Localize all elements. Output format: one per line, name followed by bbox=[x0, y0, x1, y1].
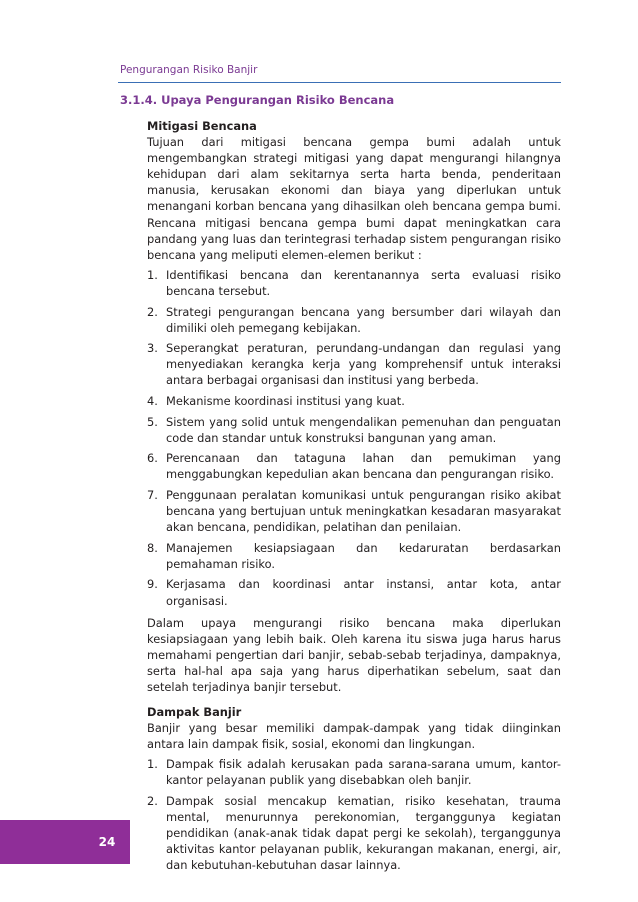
list-number: 2. bbox=[147, 794, 158, 809]
list-number: 5. bbox=[147, 414, 158, 429]
list-item-text: Dampak fisik adalah kerusakan pada sarana-sarana umum, kantor-kantor pelayanan publik yang disebabkan oleh banjir. bbox=[166, 757, 561, 788]
list-item-text: Kerjasama dan koordinasi antar instansi, antar kota, antar organisasi. bbox=[166, 577, 561, 608]
list-item-text: Mekanisme koordinasi institusi yang kuat. bbox=[166, 394, 405, 408]
list-item bbox=[147, 304, 561, 336]
list-item bbox=[147, 414, 561, 446]
list-item-text: Penggunaan peralatan komunikasi untuk pengurangan risiko akibat bencana yang bertujuan untuk meningkatkan kesadaran masyarakat akan bencana, pendidikan, pelatihan dan penilaian. bbox=[166, 487, 561, 535]
running-head: Pengurangan Risiko Banjir bbox=[120, 64, 258, 76]
list-item-text: Identifikasi bencana dan kerentanannya serta evaluasi risiko bencana tersebut. bbox=[166, 267, 561, 298]
list-number: 3. bbox=[147, 341, 158, 356]
list-number: 1. bbox=[147, 267, 158, 282]
mitigasi-title: Mitigasi Bencana bbox=[147, 119, 257, 133]
list-item-text: Seperangkat peraturan, perundang-undangan dan regulasi yang menyediakan kerangka kerja yang komprehensif untuk interaksi antara berbagai organisasi dan institusi yang berbeda. bbox=[166, 341, 561, 388]
list-number: 4. bbox=[147, 394, 158, 408]
list-item bbox=[147, 450, 561, 482]
list-item bbox=[147, 340, 561, 388]
list-item bbox=[147, 393, 561, 409]
list-number: 2. bbox=[147, 304, 158, 319]
page-number: 24 bbox=[98, 835, 116, 849]
section-heading: 3.1.4. Upaya Pengurangan Risiko Bencana bbox=[120, 93, 395, 107]
list-number: 6. bbox=[147, 451, 158, 466]
header-rule bbox=[118, 82, 561, 83]
list-number: 7. bbox=[147, 487, 158, 502]
list-number: 9. bbox=[147, 577, 158, 592]
mitigasi-closing: Dalam upaya mengurangi risiko bencana maka diperlukan kesiapsiagaan yang lebih baik. Oleh karena itu siswa juga harus harus memahami pengertian dari banjir, sebab-sebab terjadinya, dampaknya, serta hal-hal apa saja yang harus diperhatikan sebelum, saat dan setelah terjadinya banjir tersebut. bbox=[147, 615, 561, 694]
list-item bbox=[147, 756, 561, 788]
list-item bbox=[147, 540, 561, 572]
dampak-title: Dampak Banjir bbox=[147, 705, 242, 720]
mitigasi-list bbox=[147, 267, 561, 609]
list-item-text: Strategi pengurangan bencana yang bersumber dari wilayah dan dimiliki oleh pemegang kebijakan. bbox=[166, 304, 561, 335]
list-item-text: Dampak sosial mencakup kematian, risiko kesehatan, trauma mental, menurunnya perekonomian, terganggunya kegiatan pendidikan (anak-anak tidak dapat pergi ke sekolah), terganggunya aktivitas kantor pelayanan publik, kekurangan makanan, energi, air, dan kebutuhan-kebutuhan dasar lainnya. bbox=[166, 794, 561, 873]
list-item bbox=[147, 793, 561, 873]
dampak-intro: Banjir yang besar memiliki dampak-dampak yang tidak diinginkan antara lain dampak fisik, sosial, ekonomi dan lingkungan. bbox=[147, 721, 561, 752]
list-number: 8. bbox=[147, 540, 158, 555]
list-item-text: Perencanaan dan tataguna lahan dan pemukiman yang menggabungkan kepedulian akan bencana dan pengurangan risiko. bbox=[166, 451, 561, 482]
list-item-text: Sistem yang solid untuk mengendalikan pemenuhan dan penguatan code dan standar untuk konstruksi bangunan yang aman. bbox=[166, 414, 561, 445]
list-number: 1. bbox=[147, 757, 158, 772]
list-item bbox=[147, 267, 561, 299]
list-item bbox=[147, 487, 561, 535]
mitigasi-intro: Tujuan dari mitigasi bencana gempa bumi adalah untuk mengembangkan strategi mitigasi yang dapat mengurangi hilangnya kehidupan dari alam sekitarnya serta harta benda, penderitaan manusia, kerusakan ekonomi dan biaya yang diperlukan untuk menangani korban bencana yang dihasilkan oleh bencana gempa bumi. Rencana mitigasi bencana gempa bumi dapat meningkatkan cara pandang yang luas dan terintegrasi terhadap sistem pengurangan risiko bencana yang meliputi elemen-elemen berikut : bbox=[147, 135, 561, 262]
list-item bbox=[147, 576, 561, 608]
list-item-text: Manajemen kesiapsiagaan dan kedaruratan berdasarkan pemahaman risiko. bbox=[166, 540, 561, 571]
main-content bbox=[147, 118, 561, 878]
dampak-list bbox=[147, 756, 561, 873]
